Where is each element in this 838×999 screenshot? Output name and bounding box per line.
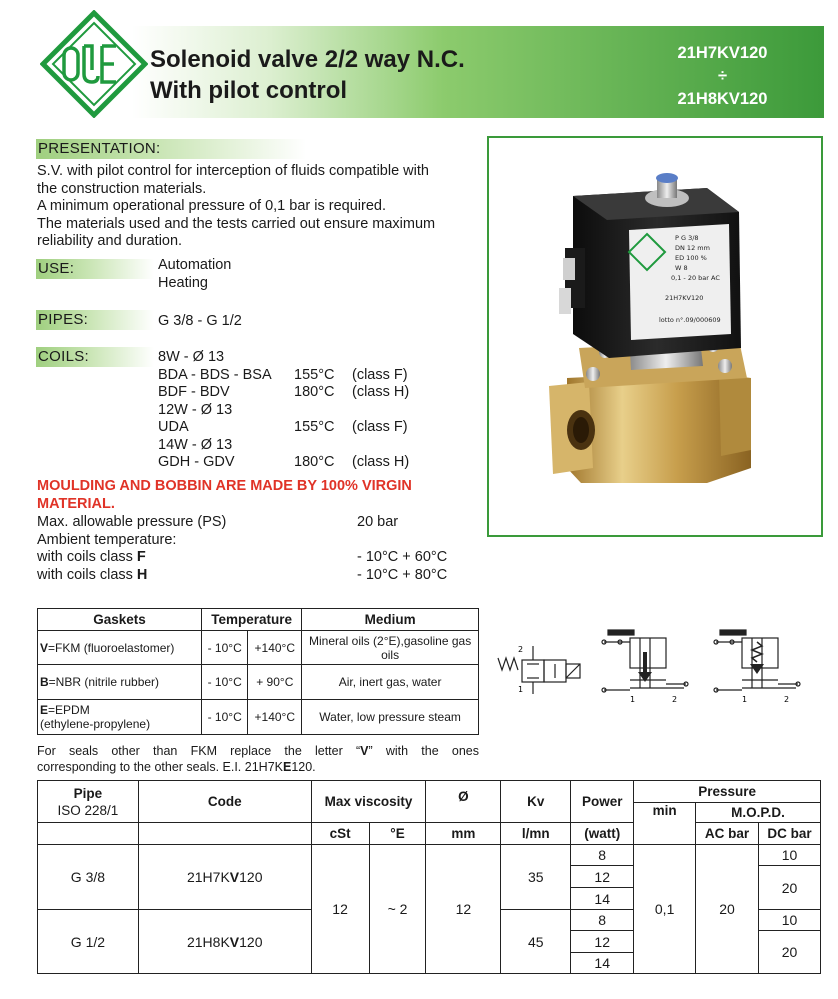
coil-temp: 155°C — [294, 366, 335, 383]
gasket-desc-2: (ethylene-propylene) — [40, 717, 151, 731]
coil-row — [158, 402, 458, 420]
code-c: 120 — [239, 933, 263, 950]
gasket-desc: =EPDM — [48, 703, 90, 717]
unit-dc: DC bar — [758, 823, 820, 845]
seal-note-line-1 — [37, 743, 479, 759]
section-port-1b: 1 — [742, 695, 748, 704]
section-port-1: 1 — [630, 695, 636, 704]
code-a: 21H8K — [186, 933, 230, 950]
coil-row — [158, 454, 458, 472]
pipes-heading: PIPES: — [36, 310, 154, 330]
gasket-desc: =FKM (fluoroelastomer) — [48, 640, 175, 655]
unit-e: °E — [369, 823, 426, 845]
product-photo — [489, 138, 821, 535]
code-c: 120 — [239, 869, 263, 885]
power-cell: 14 — [571, 953, 634, 974]
section-port-2: 2 — [672, 695, 678, 704]
class-h-row — [37, 567, 477, 585]
min-header: min — [634, 803, 696, 845]
coil-class: (class H) — [352, 454, 410, 470]
gasket-tmax: +140°C — [248, 631, 302, 665]
dc-cell: 20 — [758, 931, 820, 974]
dc-cell: 10 — [758, 845, 820, 866]
gasket-tmin: - 10°C — [202, 700, 248, 735]
class-h-label: with coils class — [37, 566, 137, 583]
specs-block — [37, 514, 477, 584]
code-a: 21H7K — [186, 869, 230, 885]
coil-label-l3: ED 100 % — [675, 254, 707, 262]
coil-name: GDH - GDV — [158, 454, 235, 470]
gasket-row — [38, 631, 479, 665]
coil-temp — [294, 402, 352, 420]
brand-logo — [40, 10, 148, 118]
class-f-label: with coils class — [37, 549, 137, 565]
coil-temp: 180°C — [294, 454, 335, 470]
coil-name: BDA - BDS - BSA — [158, 366, 272, 383]
coil-row — [158, 384, 458, 402]
coil-label-l2: DN 12 mm — [675, 244, 710, 252]
note-bold: V — [360, 744, 369, 758]
symbol-port-2: 2 — [518, 645, 524, 654]
presentation-text — [37, 163, 479, 251]
coils-heading: COILS: — [36, 347, 154, 367]
seal-note-line-2 — [37, 759, 479, 775]
unit-code — [138, 823, 311, 845]
title-line-1: Solenoid valve 2/2 way N.C. — [150, 46, 465, 73]
presentation-heading: PRESENTATION: — [36, 139, 306, 159]
presentation-line: The materials used and the tests carried out ensure maximum — [37, 215, 436, 232]
code-cell — [138, 910, 311, 974]
gaskets-header: Gaskets — [38, 609, 202, 631]
gasket-row — [38, 665, 479, 700]
page-title — [150, 44, 465, 106]
gasket-tmax: + 90°C — [248, 665, 302, 700]
kv-header: Kv — [501, 781, 571, 823]
ps-value: 20 bar — [357, 514, 399, 530]
note-text: corresponding to the other seals. E.I. 21H7K — [37, 760, 283, 774]
model-range — [640, 42, 805, 111]
note-text: For seals other than FKM replace the letter “ — [37, 744, 361, 758]
model-to: 21H8KV120 — [677, 90, 768, 108]
gasket-code: V — [40, 640, 49, 655]
dc-cell: 10 — [758, 910, 820, 931]
use-item: Heating — [158, 274, 208, 291]
diameter-header: Ø — [426, 781, 501, 823]
material-warning — [37, 477, 412, 513]
coil-class: (class F) — [352, 419, 408, 435]
class-h-value: - 10°C + 80°C — [357, 566, 448, 583]
coil-label-l5: 0,1 - 20 bar AC — [671, 274, 720, 282]
presentation-line: the construction materials. — [37, 180, 207, 197]
power-cell: 12 — [571, 866, 634, 888]
unit-ac: AC bar — [696, 823, 759, 845]
coil-row — [158, 419, 458, 437]
mopd-header: M.O.P.D. — [696, 803, 821, 823]
presentation-line: reliability and duration. — [37, 233, 183, 249]
coil-temp — [294, 437, 352, 455]
ps-label: Max. allowable pressure (PS) — [37, 514, 227, 530]
class-h-letter: H — [136, 566, 148, 583]
valve-symbol — [494, 640, 584, 700]
class-f-row — [37, 549, 477, 567]
unit-mm: mm — [426, 823, 501, 845]
use-list — [158, 257, 231, 292]
pipe-header-std: ISO 228/1 — [57, 802, 119, 818]
temperature-header: Temperature — [202, 609, 302, 631]
note-bold: E — [282, 760, 292, 774]
coils-list — [158, 349, 458, 472]
coil-class: (class H) — [352, 384, 410, 400]
warning-line: MATERIAL. — [37, 496, 115, 512]
class-f-value: - 10°C + 60°C — [357, 549, 448, 565]
coil-row — [158, 437, 458, 455]
symbol-port-1: 1 — [518, 685, 524, 694]
coil-name: 12W - Ø 13 — [158, 401, 233, 418]
gasket-medium: Mineral oils (2°E),gasoline gas oils — [302, 631, 479, 665]
ac-cell: 20 — [696, 845, 759, 974]
gasket-code: E — [40, 703, 49, 717]
use-item: Automation — [158, 257, 232, 273]
pipe-header — [38, 781, 139, 823]
title-line-2: With pilot control — [150, 77, 348, 104]
power-header: Power — [571, 781, 634, 823]
warning-line: MOULDING AND BOBBIN ARE MADE BY 100% VIRGIN — [37, 478, 412, 494]
power-cell: 8 — [571, 910, 634, 931]
coil-name: 14W - Ø 13 — [158, 436, 233, 453]
specs-table — [37, 780, 821, 974]
section-port-2b: 2 — [784, 695, 790, 704]
seal-note — [37, 743, 479, 775]
coil-name: 8W - Ø 13 — [158, 349, 225, 365]
unit-pipe — [38, 823, 139, 845]
pipe-header-label: Pipe — [73, 785, 103, 801]
gasket-tmax: +140°C — [248, 700, 302, 735]
note-text: 120. — [291, 760, 316, 774]
valve-section-open — [712, 628, 802, 708]
ambient-label: Ambient temperature: — [37, 531, 177, 548]
model-divider: ÷ — [717, 67, 728, 85]
use-heading: USE: — [36, 259, 154, 279]
pipe-cell: G 3/8 — [38, 845, 139, 910]
kv-cell: 35 — [501, 845, 571, 910]
gasket-tmin: - 10°C — [202, 631, 248, 665]
unit-watt: (watt) — [571, 823, 634, 845]
diameter-cell: 12 — [426, 845, 501, 974]
presentation-line: S.V. with pilot control for interception of fluids compatible with — [37, 163, 429, 179]
gaskets-table — [37, 608, 479, 735]
gasket-desc: =NBR (nitrile rubber) — [48, 675, 160, 689]
power-cell: 8 — [571, 845, 634, 866]
code-cell — [138, 845, 311, 910]
medium-header: Medium — [302, 609, 479, 631]
gasket-row — [38, 700, 479, 735]
code-header: Code — [138, 781, 311, 823]
table-row — [38, 845, 821, 866]
power-cell: 12 — [571, 931, 634, 953]
note-text: ” with the ones — [368, 744, 480, 758]
coil-row — [158, 349, 458, 367]
viscosity-header: Max viscosity — [311, 781, 426, 823]
coil-label-l6: 21H7KV120 — [665, 294, 704, 302]
power-cell: 14 — [571, 888, 634, 910]
gasket-code: B — [40, 675, 49, 689]
class-f-letter: F — [136, 549, 146, 565]
kv-cell: 45 — [501, 910, 571, 974]
gasket-medium: Air, inert gas, water — [302, 665, 479, 700]
gasket-tmin: - 10°C — [202, 665, 248, 700]
pressure-header: Pressure — [634, 781, 821, 803]
min-cell: 0,1 — [634, 845, 696, 974]
unit-lmn: l/mn — [501, 823, 571, 845]
coil-label-l4: W 8 — [675, 264, 688, 272]
presentation-line: A minimum operational pressure of 0,1 bar is required. — [37, 198, 386, 214]
ps-row — [37, 514, 477, 532]
unit-cst: cSt — [311, 823, 369, 845]
coil-class: (class F) — [352, 366, 408, 383]
code-b: V — [229, 869, 240, 885]
coil-temp: 180°C — [294, 384, 335, 400]
coil-label-l1: P G 3/8 — [675, 234, 699, 242]
pipe-cell: G 1/2 — [38, 910, 139, 974]
coil-label-l7: lotto n°.09/000609 — [659, 316, 721, 324]
dc-cell: 20 — [758, 866, 820, 910]
valve-section-closed — [600, 628, 690, 708]
coil-temp — [294, 349, 352, 367]
pipes-value: G 3/8 - G 1/2 — [158, 313, 242, 329]
code-b: V — [229, 933, 240, 950]
e-cell: ~ 2 — [369, 845, 426, 974]
coil-name: UDA — [158, 419, 189, 435]
cst-cell: 12 — [311, 845, 369, 974]
coil-name: BDF - BDV — [158, 384, 230, 400]
model-from: 21H7KV120 — [677, 44, 768, 62]
gasket-medium: Water, low pressure steam — [302, 700, 479, 735]
coil-row — [158, 367, 458, 385]
coil-temp: 155°C — [294, 419, 335, 435]
